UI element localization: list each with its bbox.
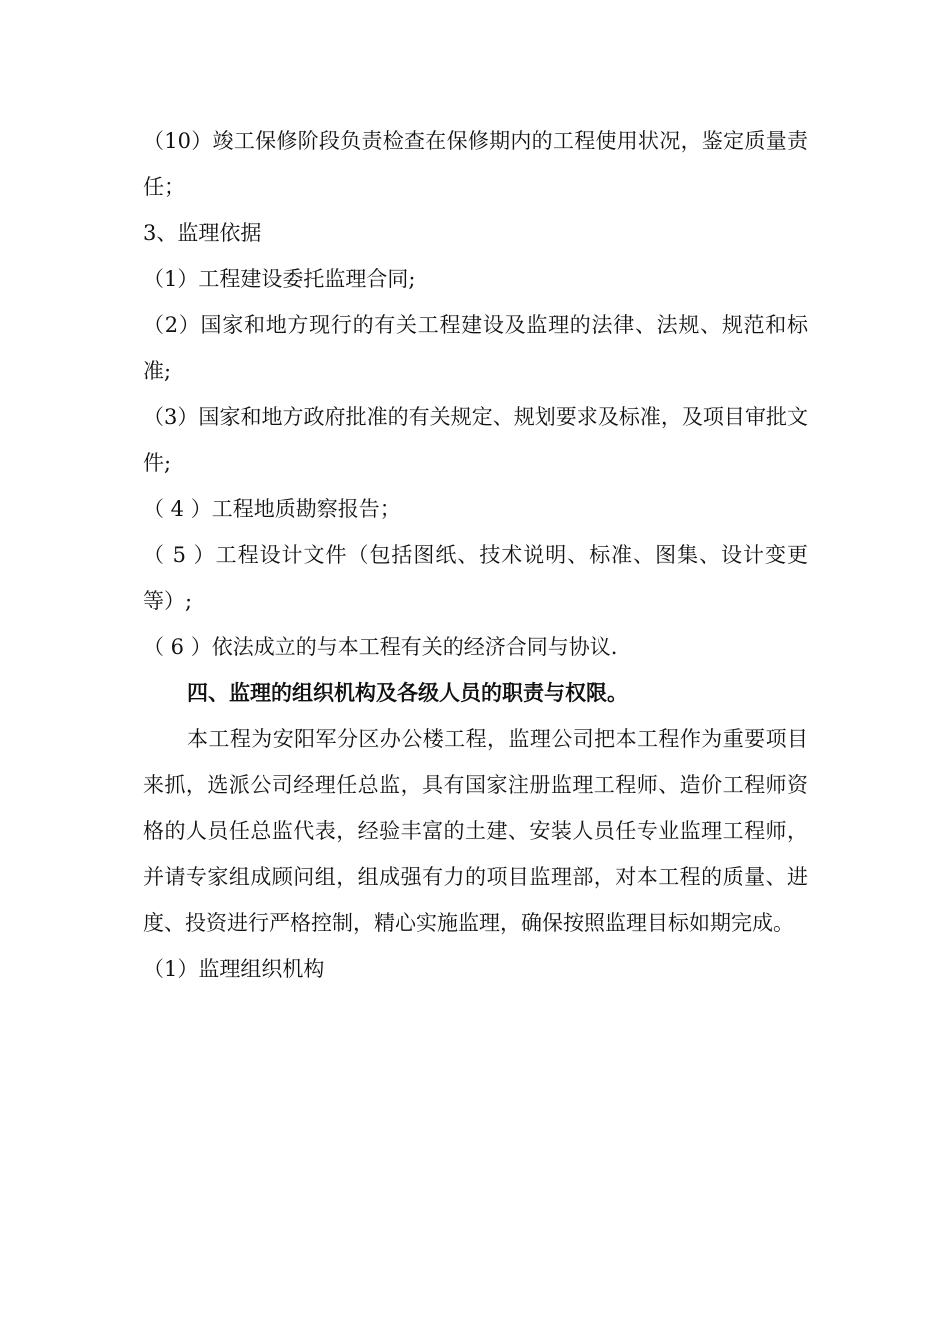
paragraph-project-overview: 本工程为安阳军分区办公楼工程，监理公司把本工程作为重要项目来抓，选派公司经理任总监，具有国家注册监理工程师、造价工程师资格的人员任总监代表，经验丰富的土建、安装人员任专业监理工程师，并请专家组成顾问组，组成强有力的项目监理部，对本工程的质量、进度、投资进行严格控制，精心实施监理，确保按照监理目标如期完成。 [143, 727, 808, 935]
list-item-contract: （1）工程建设委托监理合同; [143, 267, 416, 291]
document-body [143, 118, 808, 992]
section-heading-organization: 四、监理的组织机构及各级人员的职责与权限。 [187, 681, 628, 705]
paragraph-warranty-inspection: （10）竣工保修阶段负责检查在保修期内的工程使用状况，鉴定质量责任； [143, 129, 808, 199]
list-item-government-approval: （3）国家和地方政府批准的有关规定、规划要求及标准，及项目审批文件; [143, 405, 808, 475]
list-item-economic-contracts: （ 6 ）依法成立的与本工程有关的经济合同与协议. [143, 635, 618, 659]
list-item-organization-structure: （1）监理组织机构 [143, 957, 325, 981]
list-item-design-documents: （ 5 ）工程设计文件（包括图纸、技术说明、标准、图集、设计变更等）; [143, 543, 808, 613]
section-heading-supervision-basis: 3、监理依据 [143, 221, 262, 245]
list-item-laws-standards: （2）国家和地方现行的有关工程建设及监理的法律、法规、规范和标准; [143, 313, 808, 383]
list-item-geological-report: （ 4 ）工程地质勘察报告； [143, 497, 401, 521]
